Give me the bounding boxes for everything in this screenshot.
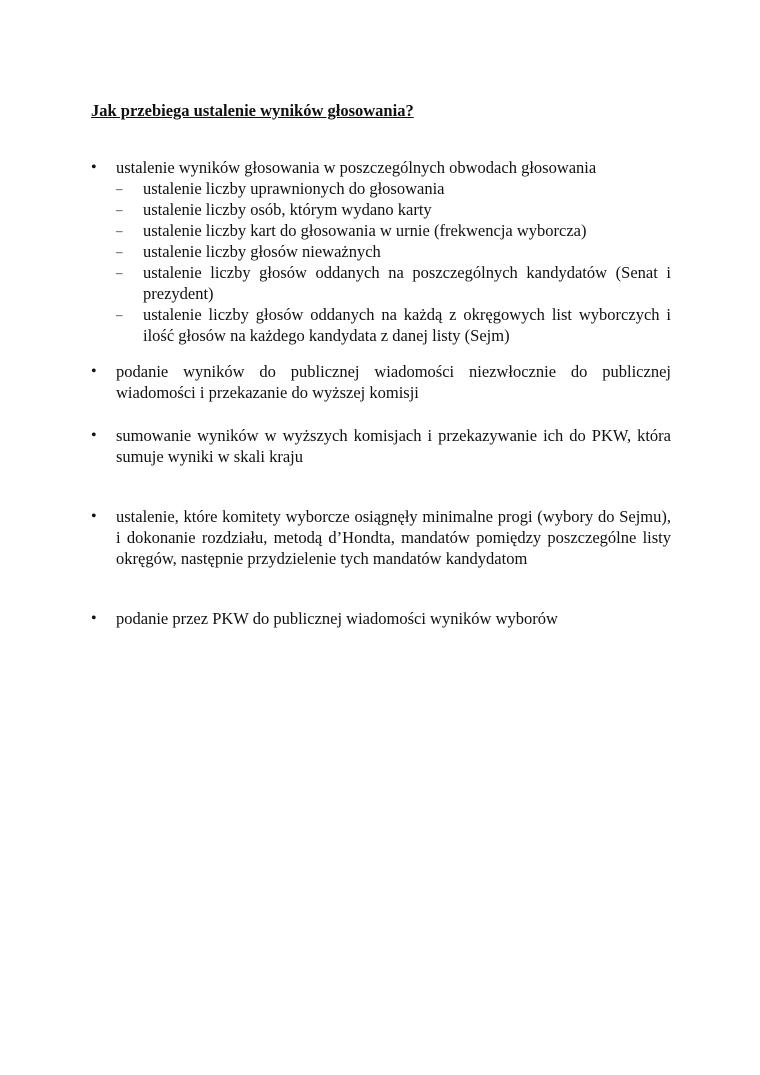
bullet-item-4 bbox=[91, 506, 671, 569]
bullet-icon: • bbox=[91, 363, 97, 380]
sub-item bbox=[116, 199, 671, 220]
sub-item-text: ustalenie liczby uprawnionych do głosowania bbox=[143, 179, 445, 198]
sub-item-text: ustalenie liczby głosów nieważnych bbox=[143, 242, 381, 261]
bullet-text: podanie przez PKW do publicznej wiadomości wyników wyborów bbox=[116, 609, 558, 628]
dash-icon: – bbox=[116, 202, 123, 217]
sub-item-text: ustalenie liczby kart do głosowania w urnie (frekwencja wyborcza) bbox=[143, 221, 587, 240]
sub-list bbox=[116, 178, 671, 346]
dash-icon: – bbox=[116, 181, 123, 196]
bullet-text: ustalenie wyników głosowania w poszczególnych obwodach głosowania bbox=[116, 158, 597, 177]
sub-item bbox=[116, 220, 671, 241]
sub-item-text: ustalenie liczby głosów oddanych na poszczególnych kandydatów (Senat i prezydent) bbox=[143, 263, 671, 303]
sub-item bbox=[116, 304, 671, 346]
bullet-item-2 bbox=[91, 361, 671, 403]
bullet-icon: • bbox=[91, 508, 97, 525]
dash-icon: – bbox=[116, 265, 123, 280]
dash-icon: – bbox=[116, 223, 123, 238]
bullet-item-5 bbox=[91, 608, 671, 629]
dash-icon: – bbox=[116, 307, 123, 322]
sub-item-text: ustalenie liczby osób, którym wydano karty bbox=[143, 200, 432, 219]
bullet-item-1 bbox=[91, 157, 671, 346]
bullet-icon: • bbox=[91, 610, 97, 627]
sub-item-text: ustalenie liczby głosów oddanych na każdą z okręgowych list wyborczych i ilość głosów na każdego kandydata z danej listy (Sejm) bbox=[143, 305, 671, 345]
dash-icon: – bbox=[116, 244, 123, 259]
sub-item bbox=[116, 262, 671, 304]
sub-item bbox=[116, 178, 671, 199]
bullet-icon: • bbox=[91, 427, 97, 444]
bullet-text: sumowanie wyników w wyższych komisjach i przekazywanie ich do PKW, która sumuje wyniki w skali kraju bbox=[116, 426, 671, 466]
bullet-item-3 bbox=[91, 425, 671, 467]
page-title: Jak przebiega ustalenie wyników głosowania? bbox=[91, 101, 414, 120]
sub-item bbox=[116, 241, 671, 262]
bullet-text: podanie wyników do publicznej wiadomości niezwłocznie do publicznej wiadomości i przekazanie do wyższej komisji bbox=[116, 362, 671, 402]
bullet-icon: • bbox=[91, 159, 97, 176]
bullet-text: ustalenie, które komitety wyborcze osiągnęły minimalne progi (wybory do Sejmu), i dokonanie rozdziału, metodą d’Hondta, mandatów pomiędzy poszczególne listy okręgów, następnie przydzielenie tych mandatów kandydatom bbox=[116, 507, 671, 568]
